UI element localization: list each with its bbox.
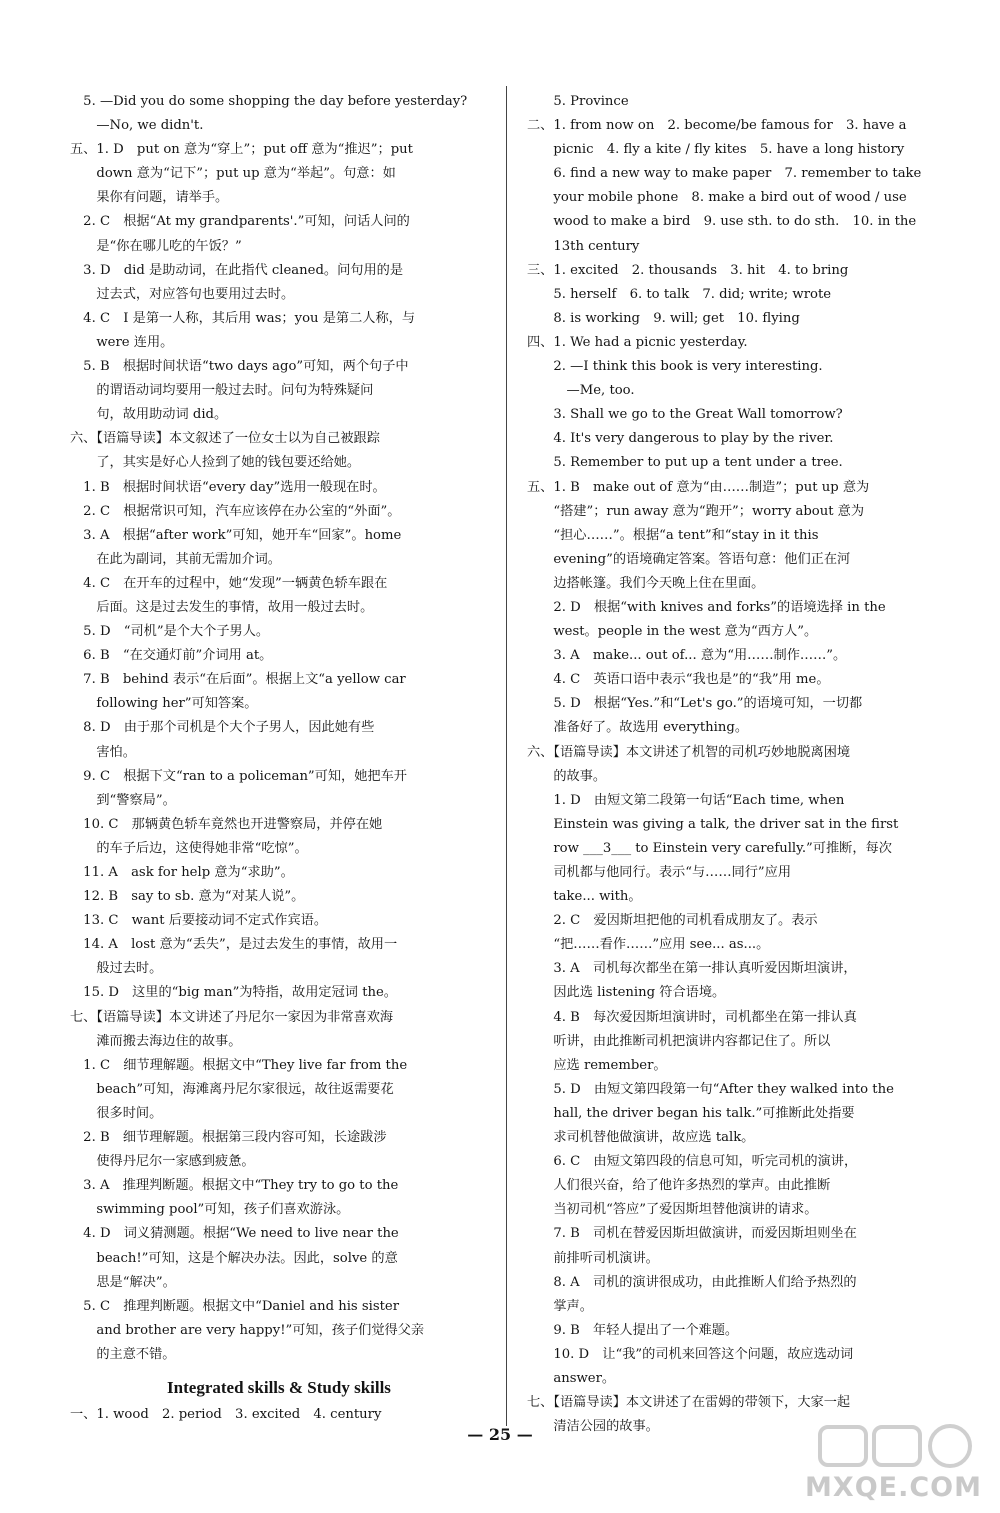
answer-line: 6. C 由短文第四段的信息可知，听完司机的演讲， — [527, 1154, 858, 1170]
answer-line: 六、【语篇导读】本文叙述了一位女士以为自己被跟踪 — [70, 431, 380, 447]
answer-line: 4. C I 是第一人称，其后用 was；you 是第二人称，与 — [70, 310, 416, 326]
answer-line: 5. herself 6. to talk 7. did; write; wrote — [527, 286, 832, 302]
answer-line: 6. B “在交通灯前”介词用 at。 — [70, 648, 273, 664]
column-divider — [506, 86, 507, 1426]
answer-line: 害怕。 — [70, 744, 136, 760]
answer-line: 的谓语动词均要用一般过去时。问句为特殊疑问 — [70, 383, 374, 399]
answer-line: “把……看作……”应用 see... as...。 — [527, 937, 770, 953]
answer-line: beach”可知，海滩离丹尼尔家很远，故往返需要花 — [70, 1081, 394, 1097]
watermark — [805, 1421, 986, 1503]
answer-line: 3. A 推理判断题。根据文中“They try to go to the — [70, 1178, 399, 1194]
answer-line: and brother are very happy!”可知，孩子们觉得父亲 — [70, 1322, 425, 1338]
answer-line: 14. A lost 意为“丢失”，是过去发生的事情，故用一 — [70, 937, 398, 953]
answer-line: 的故事。 — [527, 768, 607, 784]
answer-line: 四、1. We had a picnic yesterday. — [527, 334, 748, 350]
answer-line: 5. D 由短文第四段第一句“After they walked into the — [527, 1081, 894, 1097]
answer-line: 8. D 由于那个司机是个大个子男人，因此她有些 — [70, 720, 375, 736]
answer-line: 听讲，由此推断司机把演讲内容都记住了。所以 — [527, 1033, 831, 1049]
answer-line: 使得丹尼尔一家感到疲惫。 — [70, 1154, 255, 1170]
answer-line: 后面。这是过去发生的事情，故用一般过去时。 — [70, 599, 374, 615]
answer-line: 到“警察局”。 — [70, 792, 176, 808]
answer-line: your mobile phone 8. make a bird out of wood / use — [527, 190, 907, 206]
answer-line: 3. A 根据“after work”可知，她开车“回家”。home — [70, 527, 402, 543]
answer-line: 司机都与他同行。表示“与……同行”应用 — [527, 865, 792, 880]
answer-line: —No, we didn't. — [70, 118, 204, 134]
answer-line: were 连用。 — [70, 334, 174, 350]
answer-line: “搭建”；run away 意为“跑开”；worry about 意为 — [527, 503, 865, 519]
answer-line: 3. D did 是助动词，在此指代 cleaned。问句用的是 — [70, 262, 404, 278]
answer-line: 9. B 年轻人提出了一个难题。 — [527, 1322, 739, 1338]
answer-line: following her”可知答案。 — [70, 696, 258, 712]
answer-line: 是“你在哪儿吃的午饭？” — [70, 238, 242, 254]
answer-line: 在此为副词，其前无需加介词。 — [70, 551, 281, 567]
answer-line: 清洁公园的故事。 — [527, 1419, 659, 1435]
answer-line: 5. D “司机”是个大个子男人。 — [70, 624, 270, 640]
answer-line: 2. D 根据“with knives and forks”的语境选择 in the — [527, 599, 886, 615]
answer-line: 求司机替他做演讲，故应选 talk。 — [527, 1130, 755, 1146]
answer-line: 4. C 英语口语中表示“我也是”的“我”用 me。 — [527, 672, 830, 688]
answer-line: 2. C 根据“At my grandparents'.”可知，问话人问的 — [70, 214, 410, 230]
answer-line: 5. Remember to put up a tent under a tree. — [527, 455, 843, 471]
answer-line: 因此选 listening 符合语境。 — [527, 985, 726, 1001]
right-column — [527, 90, 945, 1439]
answer-line: 2. C 爱因斯坦把他的司机看成朋友了。表示 — [527, 913, 818, 929]
answer-line: 般过去时。 — [70, 961, 163, 977]
answer-line: hall, the driver began his talk.”可推断此处指要 — [527, 1105, 855, 1121]
answer-line: Einstein was giving a talk, the driver sat in the first — [527, 816, 899, 832]
answer-line: 过去式，对应答句也要用过去时。 — [70, 286, 295, 302]
answer-line: 8. A 司机的演讲很成功，由此推断人们给予热烈的 — [527, 1274, 857, 1290]
answer-line: take... with。 — [527, 889, 642, 905]
answer-line: swimming pool”可知，孩子们喜欢游泳。 — [70, 1202, 350, 1218]
answer-line: evening”的语境确定答案。答语句意：他们正在河 — [527, 551, 851, 567]
answer-line: 三、1. excited 2. thousands 3. hit 4. to bring — [527, 262, 849, 278]
answer-line: wood to make a bird 9. use sth. to do sth. 10. in the — [527, 214, 917, 230]
answer-line: 六、【语篇导读】本文讲述了机智的司机巧妙地脱离困境 — [527, 744, 851, 760]
answer-line: down 意为“记下”；put up 意为“举起”。句意：如 — [70, 166, 396, 182]
answer-line: 13th century — [527, 238, 640, 254]
answer-line: 5. C 推理判断题。根据文中“Daniel and his sister — [70, 1298, 400, 1314]
answer-line: 掌声。 — [527, 1298, 593, 1314]
watermark-logo — [818, 1423, 978, 1469]
section-heading: Integrated skills & Study skills — [167, 1377, 391, 1397]
answer-line: 5. —Did you do some shopping the day before yesterday? — [70, 94, 468, 109]
answer-line: 果你有问题，请举手。 — [70, 190, 229, 206]
answer-line: 滩而搬去海边住的故事。 — [70, 1033, 242, 1049]
answer-line: 11. A ask for help 意为“求助”。 — [70, 865, 294, 880]
answer-line: 1. B 根据时间状语“every day”选用一般现在时。 — [70, 479, 386, 495]
answer-line: “担心……”。根据“a tent”和“stay in it this — [527, 527, 819, 543]
answer-line: 的车子后边，这使得她非常“吃惊”。 — [70, 840, 308, 856]
answer-line: 5. B 根据时间状语“two days ago”可知，两个句子中 — [70, 359, 409, 375]
answer-line: 4. D 词义猜测题。根据“We need to live near the — [70, 1226, 399, 1242]
answer-line: —Me, too. — [527, 383, 635, 399]
answer-line: 2. —I think this book is very interesting. — [527, 359, 823, 375]
left-column — [70, 90, 488, 1427]
answer-line: 15. D 这里的“big man”为特指，故用定冠词 the。 — [70, 985, 397, 1001]
answer-line: 应选 remember。 — [527, 1057, 667, 1073]
answer-line: 4. B 每次爱因斯坦演讲时，司机都坐在第一排认真 — [527, 1009, 857, 1025]
answer-line: 8. is working 9. will; get 10. flying — [527, 310, 800, 326]
answer-line: 一、1. wood 2. period 3. excited 4. century — [70, 1406, 382, 1422]
answer-line: row ___3___ to Einstein very carefully.”可推断，每次 — [527, 840, 892, 856]
answer-line: 10. C 那辆黄色轿车竟然也开进警察局，并停在她 — [70, 816, 383, 832]
answer-line: west。people in the west 意为“西方人”。 — [527, 624, 818, 640]
answer-line: beach!”可知，这是个解决办法。因此，solve 的意 — [70, 1250, 398, 1266]
answer-line: 7. B 司机在替爱因斯坦做演讲，而爱因斯坦则坐在 — [527, 1226, 857, 1242]
answer-line: 思是“解决”。 — [70, 1274, 176, 1290]
answer-line: picnic 4. fly a kite / fly kites 5. have a long history — [527, 142, 905, 158]
answer-line: 五、1. B make out of 意为“由……制造”；put up 意为 — [527, 479, 870, 495]
answer-line: 9. C 根据下文“ran to a policeman”可知，她把车开 — [70, 768, 407, 784]
answer-line: 七、【语篇导读】本文讲述了在雷姆的带领下，大家一起 — [527, 1395, 851, 1411]
answer-line: 二、1. from now on 2. become/be famous for 3. have a — [527, 118, 907, 134]
page-number: — 25 — — [467, 1425, 533, 1444]
answer-line: 5. Province — [527, 94, 629, 109]
answer-line: answer。 — [527, 1370, 616, 1386]
answer-line: 前排听司机演讲。 — [527, 1250, 659, 1266]
answer-line: 3. A 司机每次都坐在第一排认真听爱因斯坦演讲， — [527, 961, 857, 977]
answer-line: 当初司机“答应”了爱因斯坦替他演讲的请求。 — [527, 1202, 818, 1218]
answer-line: 4. C 在开车的过程中，她“发现”一辆黄色轿车跟在 — [70, 575, 388, 591]
answer-line: 的主意不错。 — [70, 1346, 176, 1362]
answer-line: 边搭帐篷。我们今天晚上住在里面。 — [527, 575, 765, 591]
answer-line: 了，其实是好心人捡到了她的钱包要还给她。 — [70, 455, 361, 471]
answer-line: 句，故用助动词 did。 — [70, 407, 228, 423]
answer-line: 7. B behind 表示“在后面”。根据上文“a yellow car — [70, 672, 406, 688]
answer-line: 五、1. D put on 意为“穿上”；put off 意为“推迟”；put — [70, 142, 413, 158]
answer-line: 1. C 细节理解题。根据文中“They live far from the — [70, 1057, 408, 1073]
answer-line: 3. A make... out of... 意为“用……制作……”。 — [527, 648, 847, 664]
answer-line: 1. D 由短文第二段第一句话“Each time, when — [527, 792, 845, 808]
answer-line: 10. D 让“我”的司机来回答这个问题，故应选动词 — [527, 1346, 854, 1362]
answer-line: 3. Shall we go to the Great Wall tomorrow? — [527, 407, 843, 423]
answer-line: 12. B say to sb. 意为“对某人说”。 — [70, 889, 305, 905]
watermark-text: MXQE.COM — [805, 1472, 982, 1503]
answer-line: 6. find a new way to make paper 7. remember to take — [527, 166, 922, 182]
answer-line: 13. C want 后要接动词不定式作宾语。 — [70, 913, 328, 929]
answer-line: 4. It's very dangerous to play by the river. — [527, 431, 834, 447]
answer-line: 七、【语篇导读】本文讲述了丹尼尔一家因为非常喜欢海 — [70, 1009, 394, 1025]
answer-line: 人们很兴奋，给了他许多热烈的掌声。由此推断 — [527, 1178, 831, 1194]
answer-line: 很多时间。 — [70, 1105, 163, 1121]
answer-line: 2. B 细节理解题。根据第三段内容可知，长途跋涉 — [70, 1130, 387, 1146]
answer-line: 准备好了。故选用 everything。 — [527, 720, 749, 736]
answer-line: 5. D 根据“Yes.”和“Let's go.”的语境可知，一切都 — [527, 696, 863, 712]
answer-line: 2. C 根据常识可知，汽车应该停在办公室的“外面”。 — [70, 503, 401, 519]
